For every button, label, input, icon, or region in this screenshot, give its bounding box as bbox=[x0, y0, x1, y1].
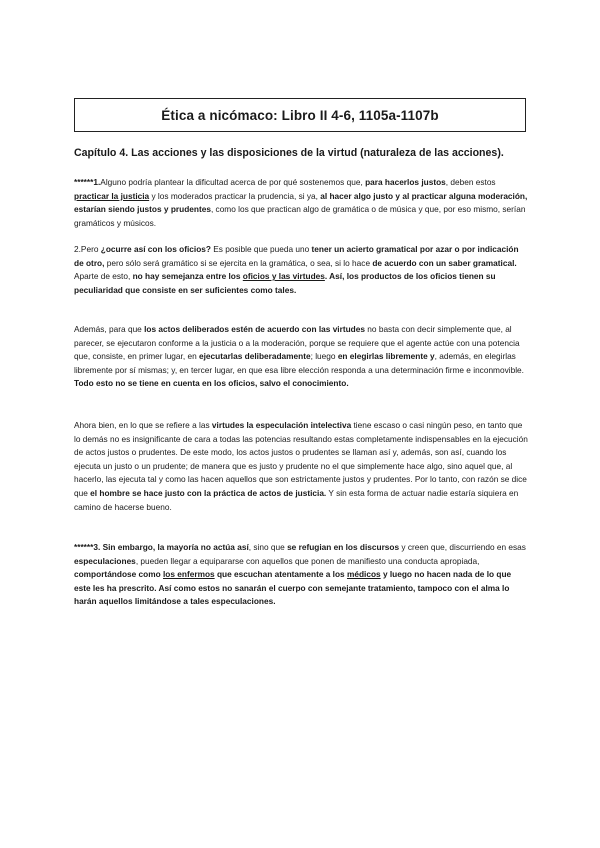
paragraph-1 bbox=[74, 176, 530, 230]
underlined-emphasis: médicos bbox=[346, 569, 381, 580]
text: ; luego bbox=[310, 351, 338, 362]
paragraph-3 bbox=[74, 323, 530, 391]
emphasis: ejecutarlas deliberadamente bbox=[198, 351, 311, 362]
text: Además, para que bbox=[74, 324, 145, 334]
text: y creen que, discurriendo en esas bbox=[399, 542, 526, 552]
emphasis: Todo esto no se tiene en cuenta en los oficios, salvo el conocimiento. bbox=[74, 378, 349, 389]
marker: ******1. bbox=[74, 177, 101, 187]
text: tiene escaso o casi ningún peso, en tanto que lo demás no es insignificante de cara a todas las potencias resultando estas completamente indispensables en la ejecución de actos justos o prudentes. De este modo, los actos justos o prudentes se llaman así y, además, son así, cuando los ejecuta un justo o un prudente; de manera que es justo y prudente no el que simplemente hace algo, sino aquel que, al hacerlo, las ejecuta tal y como las hacen aquellos que son estrictamente justos y prudentes. Por lo tanto, con razón se dice que bbox=[74, 420, 528, 498]
emphasis: al hacer algo justo y al practicar alguna moderación, estarían siendo justos y prudentes bbox=[74, 190, 528, 215]
text: , además, en elegirlas libremente por sí mismas; y, en tercer lugar, en que esa libre elección responda a una determinación firme e inconmovible. bbox=[74, 351, 524, 375]
emphasis: ¿ocurre así con los oficios? bbox=[100, 244, 211, 254]
emphasis: tener un acierto gramatical por azar o por indicación de otro, bbox=[74, 244, 519, 268]
text: 2.Pero bbox=[74, 244, 101, 254]
document-title: Ética a nicómaco: Libro II 4-6, 1105a-1107b bbox=[161, 107, 439, 123]
text: y los moderados practicar la prudencia, si ya, bbox=[149, 190, 321, 201]
emphasis: de acuerdo con un saber gramatical. bbox=[372, 257, 517, 268]
text: Es posible que pueda uno bbox=[210, 244, 312, 254]
paragraph-5 bbox=[74, 541, 530, 609]
underlined-emphasis: los enfermos bbox=[162, 569, 215, 580]
emphasis: en elegirlas libremente y bbox=[337, 351, 435, 362]
text: , pueden llegar a equipararse con aquellos que ponen de manifiesto una conducta apropiada, bbox=[135, 555, 480, 566]
text: , como los que practican algo de gramática o de música y que, por eso mismo, serían gramáticos y músicos. bbox=[74, 204, 526, 228]
emphasis: se refugian en los discursos bbox=[287, 542, 400, 552]
emphasis: virtudes la especulación intelectiva bbox=[211, 420, 352, 430]
emphasis: ******3. Sin embargo, la mayoría no actúa así bbox=[74, 542, 249, 552]
text: pero sólo será gramático si se ejercita en la gramática, o sea, si lo hace bbox=[104, 257, 373, 268]
underlined-emphasis: oficios y las virtudes bbox=[242, 271, 325, 282]
text: , deben estos bbox=[445, 177, 496, 187]
text: Ahora bien, en lo que se refiere a las bbox=[74, 420, 212, 430]
emphasis: que escuchan atentamente a los bbox=[214, 569, 347, 580]
emphasis: . Así, los productos de los oficios tienen su peculiaridad que consiste en ser suficientes como tales. bbox=[74, 271, 496, 295]
emphasis: no hay semejanza entre los bbox=[132, 271, 243, 282]
text: , sino que bbox=[248, 542, 288, 552]
emphasis: el hombre se hace justo con la práctica de actos de justicia. bbox=[90, 487, 327, 498]
title-box bbox=[74, 98, 526, 132]
paragraph-2 bbox=[74, 243, 530, 297]
emphasis: comportándose como bbox=[74, 569, 163, 580]
emphasis: y luego no hacen nada de lo que este les ha prescrito. Así como estos no sanarán el cuerpo con semejante tratamiento, tampoco con el alma lo harán aquellos limitándose a tales especulaciones. bbox=[74, 569, 512, 607]
emphasis: para hacerlos justos bbox=[365, 177, 446, 187]
text: no basta con decir simplemente que, al parecer, se ejecutaron conforme a la justicia o a la moderación, porque se requiere que el agente actúe con una potencia que, consiste, en primer lugar, en bbox=[74, 324, 520, 362]
text: Alguno podría plantear la dificultad acerca de por qué sostenemos que, bbox=[100, 177, 366, 187]
emphasis: los actos deliberados estén de acuerdo con las virtudes bbox=[144, 324, 365, 334]
text: Y sin esta forma de actuar nadie estaría siquiera en camino de hacerse bueno. bbox=[74, 487, 519, 512]
emphasis: especulaciones bbox=[74, 555, 136, 566]
underlined-emphasis: practicar la justicia bbox=[74, 190, 150, 201]
paragraph-4 bbox=[74, 419, 530, 514]
chapter-heading: Capítulo 4. Las acciones y las disposiciones de la virtud (naturaleza de las acciones). bbox=[74, 147, 504, 159]
text: Aparte de esto, bbox=[74, 271, 133, 282]
